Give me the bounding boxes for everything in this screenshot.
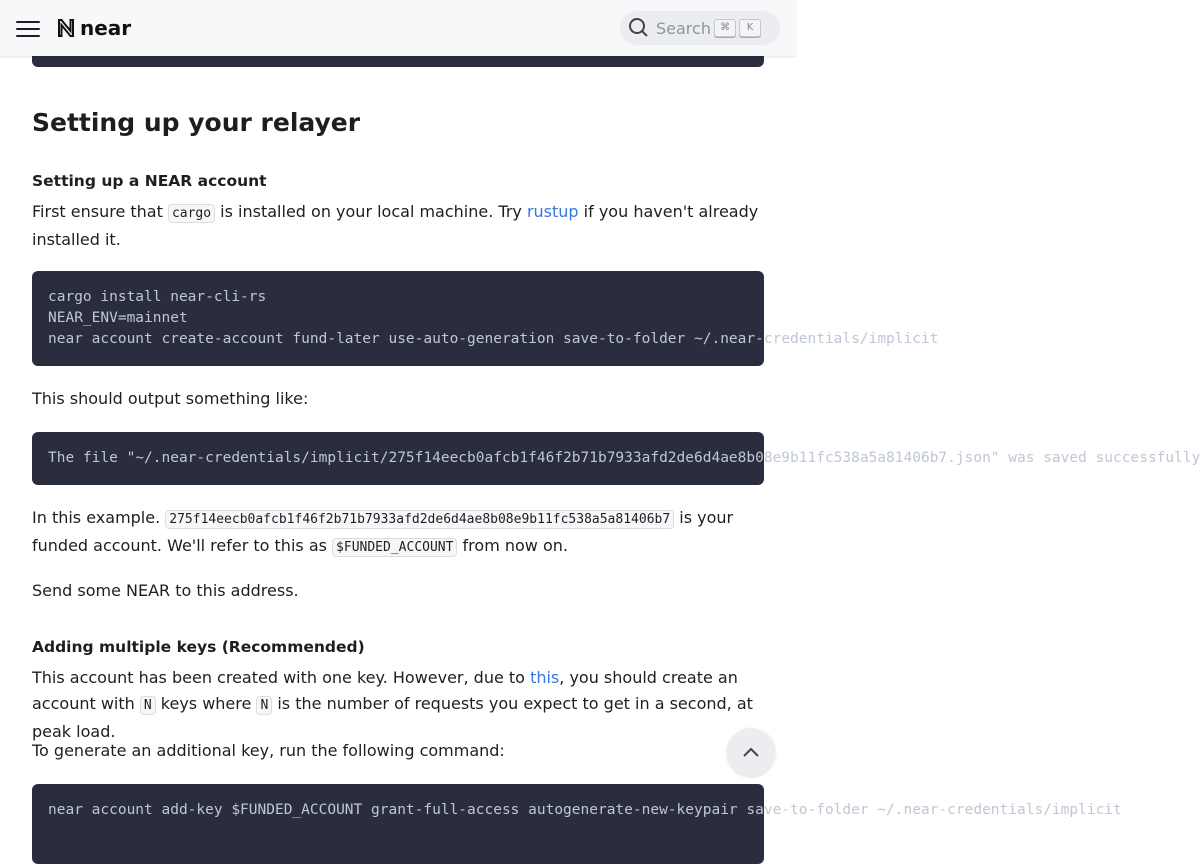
inline-code: cargo — [168, 204, 215, 223]
inline-code-account: 275f14eecb0afcb1f46f2b71b7933afd2de6d4ae8b08e9b11fc538a5a81406b7 — [165, 510, 674, 529]
code-block-install: cargo install near-cli-rs NEAR_ENV=mainnet near account create-account fund-later use-auto-generation save-to-folder ~/.near-credentials/implicit — [32, 271, 764, 366]
search-icon — [628, 17, 650, 39]
search-label: Search — [656, 18, 711, 38]
code-block-add-key: near account add-key $FUNDED_ACCOUNT grant-full-access autogenerate-new-keypair save-to-folder ~/.near-credentials/implicit — [32, 784, 764, 864]
rustup-link[interactable]: rustup — [526, 202, 579, 221]
this-link[interactable]: this — [530, 668, 560, 687]
near-logo-icon — [56, 18, 76, 38]
near-logo[interactable] — [56, 16, 131, 40]
paragraph-cargo: First ensure that cargo is installed on your local machine. Try rustup if you haven't already installed it. — [32, 202, 759, 249]
subheading-keys: Adding multiple keys (Recommended) — [32, 638, 365, 656]
paragraph-example: In this example. 275f14eecb0afcb1f46f2b71b7933afd2de6d4ae8b08e9b11fc538a5a81406b7 is your funded account. We'll refer to this as $FUNDED_ACCOUNT from now on. — [32, 508, 734, 555]
inline-code-n: N — [140, 696, 156, 715]
menu-icon[interactable] — [16, 18, 40, 38]
chevron-up-icon — [742, 746, 760, 758]
kbd-cmd: ⌘ — [714, 19, 736, 37]
inline-code-n2: N — [256, 696, 272, 715]
code-block-output: The file "~/.near-credentials/implicit/275f14eecb0afcb1f46f2b71b7933afd2de6d4ae8b08e9b11fc538a5a81406b7.json" was saved successfully — [32, 432, 764, 485]
paragraph-generate: To generate an additional key, run the following command: — [32, 741, 505, 760]
paragraph-keys: This account has been created with one key. However, due to this, you should create an account with N keys where N is the number of requests you expect to get in a second, at peak load. — [32, 668, 753, 741]
back-to-top-button[interactable] — [727, 728, 775, 776]
subheading-account: Setting up a NEAR account — [32, 172, 267, 190]
kbd-k: K — [739, 19, 761, 37]
paragraph-send: Send some NEAR to this address. — [32, 581, 299, 600]
section-heading: Setting up your relayer — [32, 108, 361, 137]
inline-code-funded: $FUNDED_ACCOUNT — [332, 538, 457, 557]
paragraph-output: This should output something like: — [32, 389, 309, 408]
search-button[interactable] — [620, 11, 780, 45]
logo-text: near — [80, 16, 132, 40]
navbar — [0, 0, 796, 56]
